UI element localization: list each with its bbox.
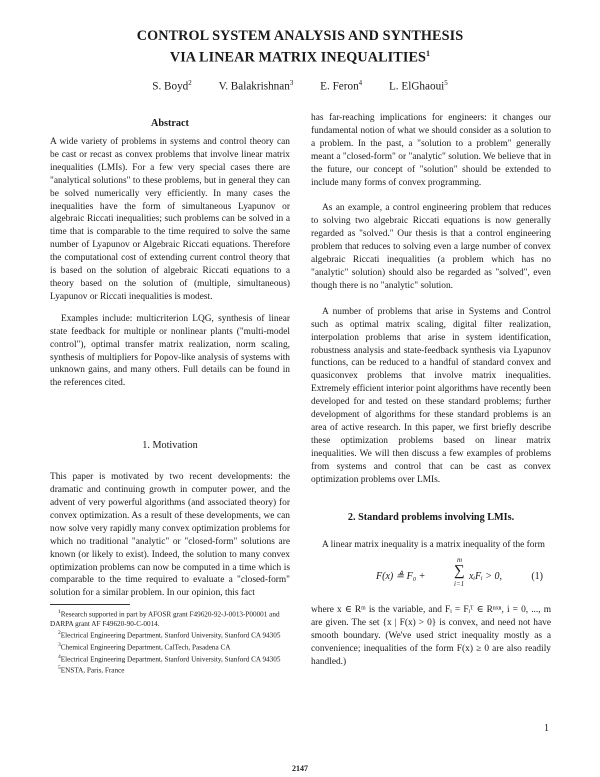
footnote: $^1$Research supported in part by AFOSR grant F49620-92-J-0013-P00001 and DARPA grant AF F49620-90-C-0014. (50, 609, 280, 628)
section-1-paragraph: This paper is motivated by two recent developments: the dramatic and continuing growth in computer power, and the advent of very powerful algorithms (and associated theory) for convex optimization. As a result of these developments, we can now solve very rapidly many convex optimization problems for which no traditional "analytic" or "closed-form" solutions are known (or likely to exist). Indeed, the solution to many convex optimization problems can now be computed in a time which is comparable to the time required to evaluate a "closed-form" solution for a similar problem. In our opinion, this fact (50, 472, 290, 599)
author: E. Feron$^4$ (320, 79, 363, 93)
equation-rhs: xᵢFᵢ > 0, (469, 571, 502, 583)
body-paragraph-3: A number of problems that arise in Systems and Control such as optimal matrix scaling, digital filter realization, interpolation problems that arise in system identification, robustness analysis and state-feedback synthesis via Lyapunov functions, can be reduced to a handful of standard convex and quasiconvex problems that involve matrix inequalities. Extremely efficient interior point algorithms have recently been developed for and tested on these standard problems; further development of algorithms for these standard problems is an area of active research. In this paper, we first briefly describe these optimization problems based on linear matrix inequalities. We will then discuss a few examples of problems from systems and control that can be cast as convex optimization problems over LMIs. (311, 306, 551, 485)
body-paragraph-1: has far-reaching implications for engineers: it changes our fundamental notion of what we should consider as a solution to a problem. In the past, a "solution to a problem" generally meant a "closed-form" or "analytic" solution. We believe that in the future, our concept of "solution" should be extended to include many forms of convex programming. (311, 113, 551, 188)
abstract-paragraph-2: Examples include: multicriterion LQG, synthesis of linear state feedback for multiple or nonlinear plants ("multi-model control"), optimal transfer matrix realization, norm scaling, synthesis of multipliers for Popov-like analysis of systems with unknown gains, and many others. Full details can be found in the references cited. (50, 313, 290, 389)
equation-number: (1) (531, 571, 543, 583)
section-1-heading: 1. Motivation (142, 440, 198, 452)
right-column (311, 112, 551, 669)
abstract-paragraph-1: A wide variety of problems in systems and control theory can be cast or recast as convex problems that involve linear matrix inequalities (LMIs). For a few very special cases there are "analytical solutions" to these problems, but in general they can be solved numerically very efficiently. In many cases the inequalities have the form of simultaneous Lyapunov or algebraic Riccati inequalities; such problems can be solved in a time that is comparable to the time required to solve the same number of Lyapunov or Algebraic Riccati equations. Therefore the computational cost of extending current control theory that is based on the solution of algebraic Riccati equations to a theory based on the solution of (multiple, simultaneous) Lyapunov or Riccati inequalities is modest. (50, 137, 290, 302)
page-number: 1 (544, 723, 549, 734)
equation-lhs: F(x) ≜ F₀ + (376, 571, 426, 583)
section-2-paragraph: where x ∈ Rᵐ is the variable, and Fᵢ = Fᵢᵀ ∈ Rⁿˣⁿ, i = 0, ..., m are given. The set {x | F(x) > 0} is convex, and need not have smooth boundary. (We've used strict inequality mostly as a convenience; inequalities of the form F(x) ≥ 0 are also readily handled.) (311, 605, 551, 667)
author: S. Boyd$^2$ (152, 79, 192, 93)
author: V. Balakrishnan$^3$ (218, 79, 294, 93)
section-2-heading: 2. Standard problems involving LMIs. (347, 512, 515, 524)
section-2-intro: A linear matrix inequality is a matrix inequality of the form (322, 540, 545, 551)
title-line-2: VIA LINEAR MATRIX INEQUALITIES$^1$ (169, 49, 431, 66)
author-list (60, 79, 540, 93)
footnotes (50, 608, 290, 676)
footnote: $^5$ENSTA, Paris, France (58, 665, 125, 675)
sum-upper-limit: m (457, 556, 463, 565)
abstract-heading: Abstract (151, 118, 189, 129)
footnote-divider (50, 604, 130, 605)
footnote: $^3$Chemical Engineering Department, CalTech, Pasadena CA (58, 641, 231, 652)
left-column (50, 118, 290, 676)
title-line-1: CONTROL SYSTEM ANALYSIS AND SYNTHESIS (136, 28, 464, 44)
author: L. ElGhaoui$^5$ (388, 79, 448, 93)
sum-lower-limit: i=1 (454, 580, 465, 589)
footnote: $^2$Electrical Engineering Department, Stanford University, Stanford CA 94305 (58, 630, 281, 640)
footnote: $^4$Electrical Engineering Department, Stanford University, Stanford CA 94305 (58, 653, 281, 664)
paper-title (60, 28, 540, 67)
summation-symbol: ∑ (454, 563, 465, 580)
proceedings-page-number: 2147 (292, 764, 308, 773)
title-footnote-mark: 1 (426, 49, 431, 58)
equation-1 (311, 558, 551, 598)
body-paragraph-2: As an example, a control engineering problem that reduces to solving two algebraic Riccati equations is now generally regarded as "solved." Our thesis is that a control engineering problem that reduces to solving even a large number of convex algebraic Riccati inequalities (a problem which has no "analytic" solution) should also be regarded as "solved", even though there is no "analytic" solution. (311, 203, 551, 291)
